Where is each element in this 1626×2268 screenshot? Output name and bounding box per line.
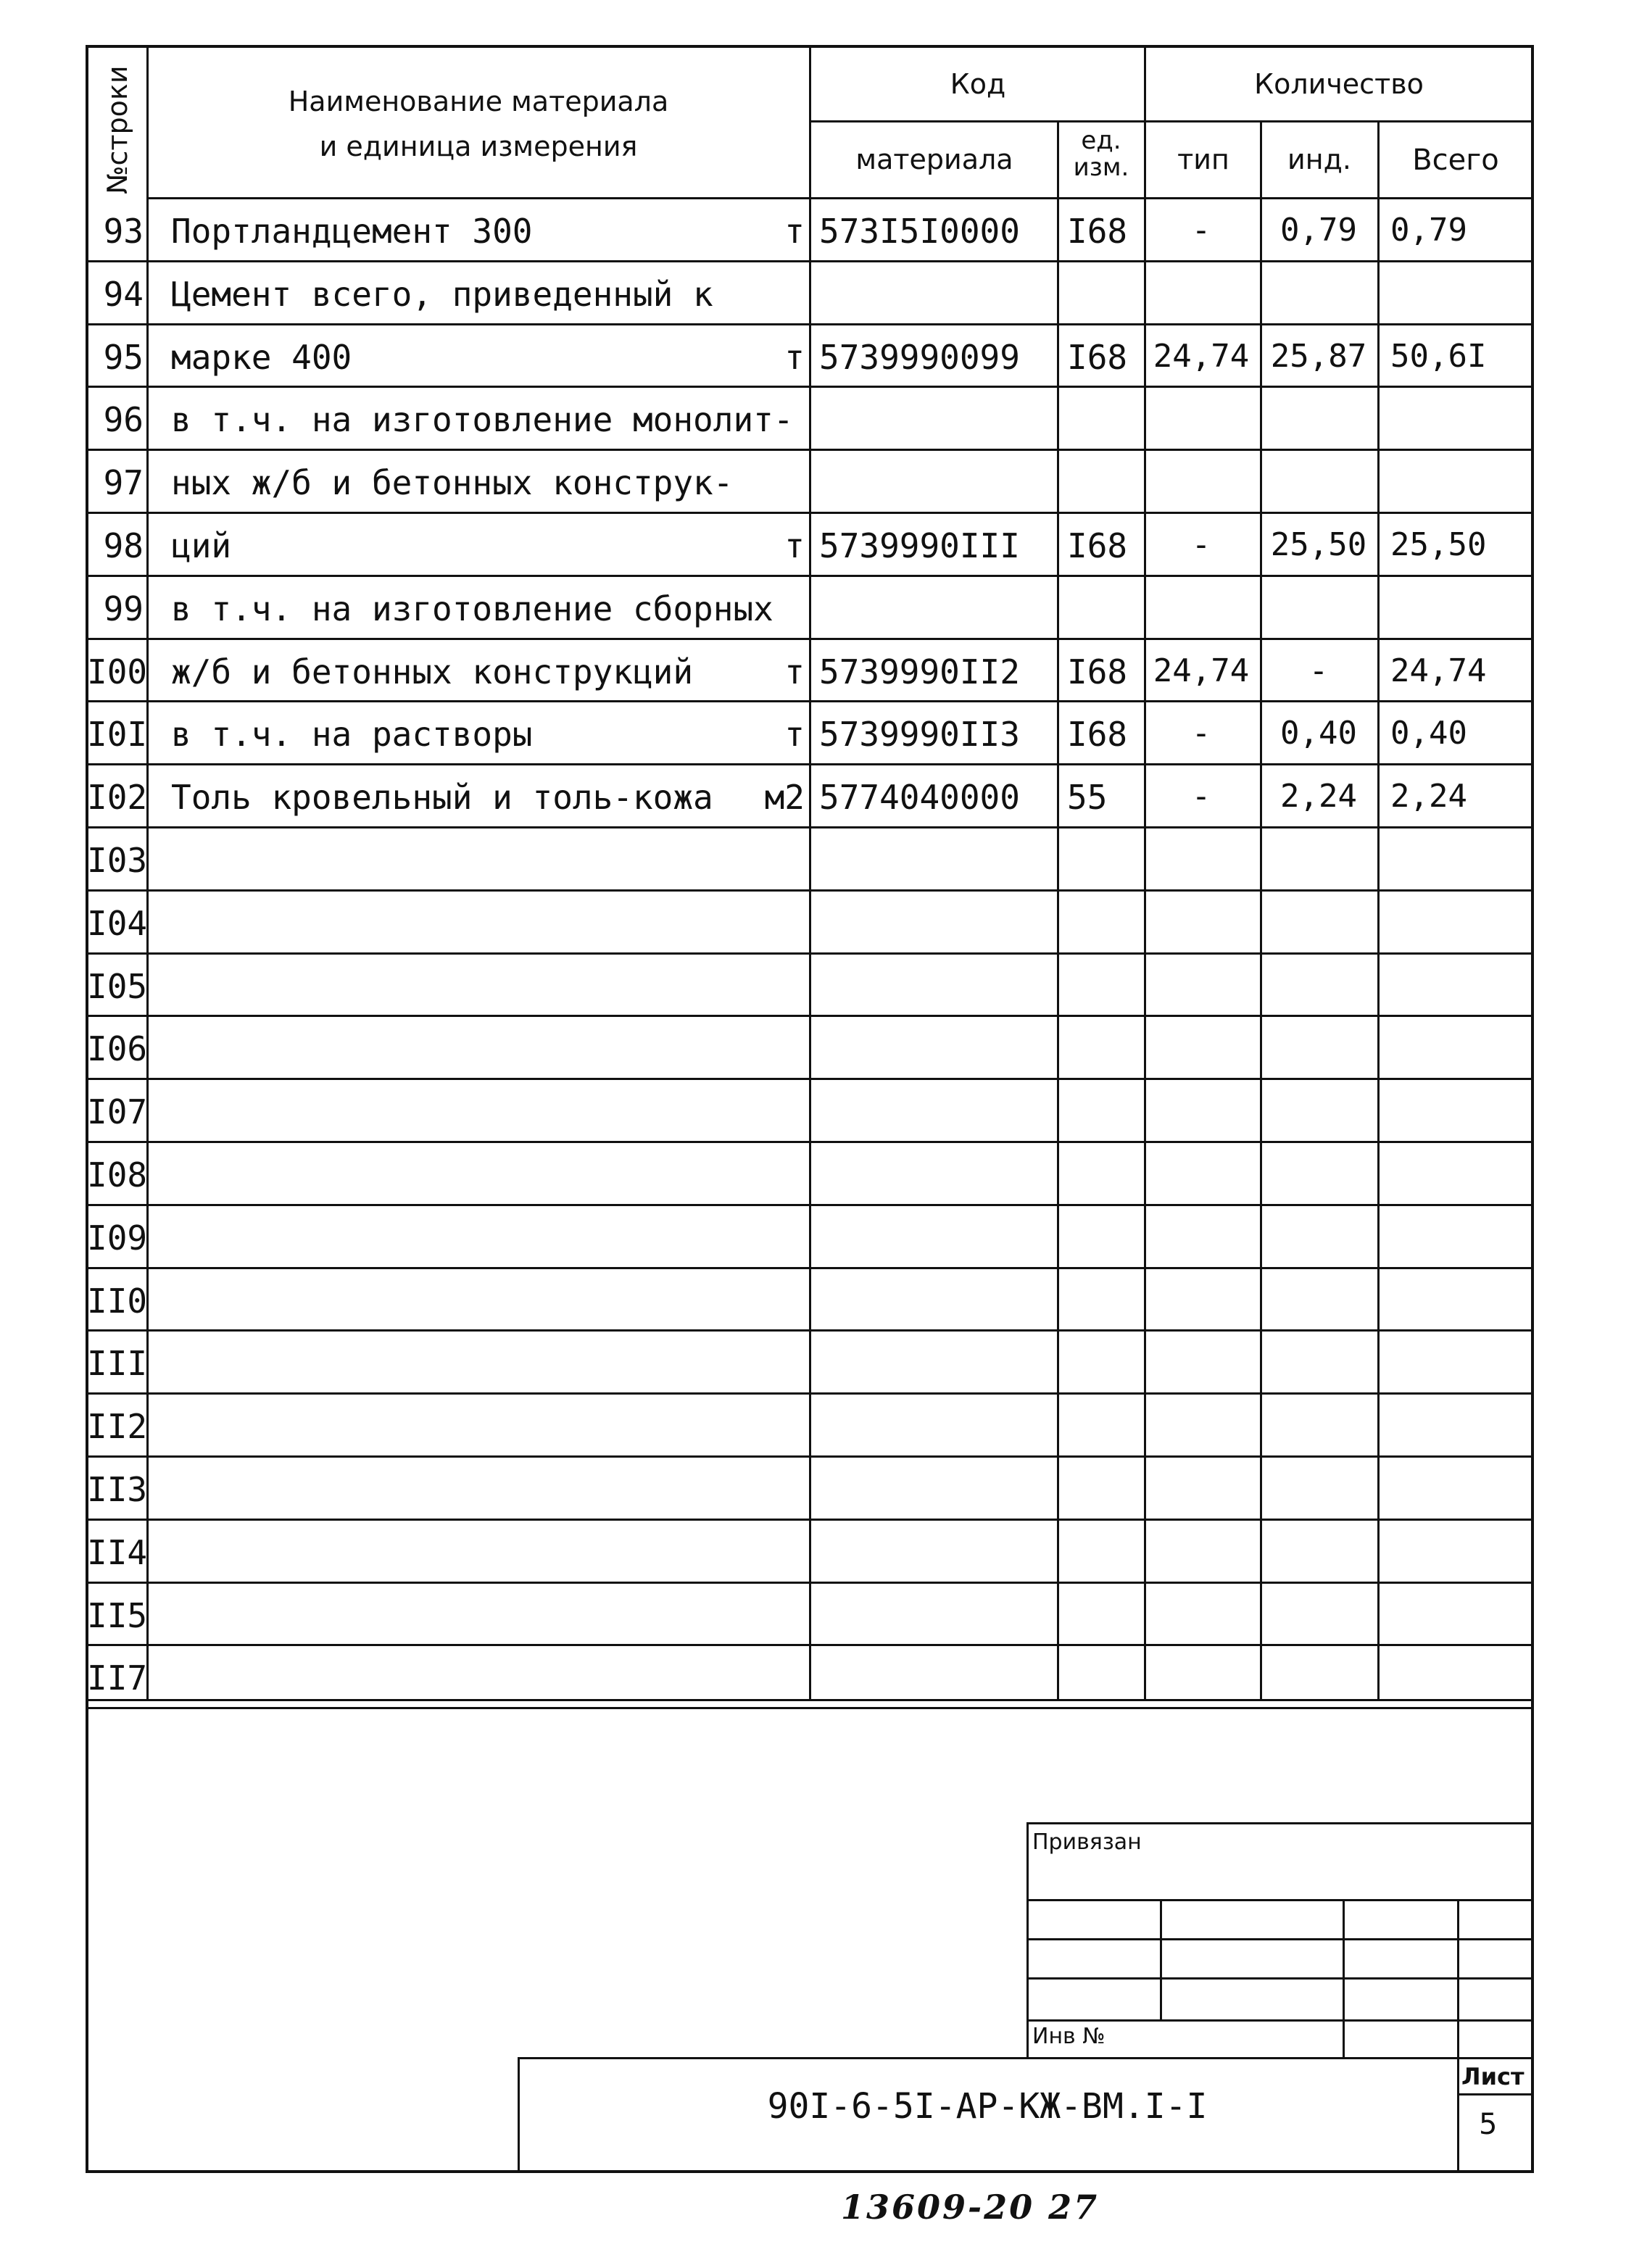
row-line	[86, 638, 1534, 640]
unit-code: I68	[1067, 212, 1128, 251]
header-name-line1: Наименование материала	[288, 86, 669, 117]
header-material: материала	[855, 144, 1013, 175]
row-number: 94	[103, 275, 144, 314]
row-number: 99	[103, 589, 144, 628]
qty-total: 24,74	[1390, 652, 1487, 689]
unit-code: 55	[1067, 778, 1108, 817]
qty-type: -	[1191, 212, 1211, 249]
stamp-inv-no: Инв №	[1032, 2024, 1106, 2049]
row-line	[86, 386, 1534, 388]
row-line	[86, 1392, 1534, 1395]
header-name-line2: и единица измерения	[319, 130, 638, 162]
col-line-code	[1057, 120, 1059, 1699]
stamp-vline	[1457, 1899, 1459, 2173]
unit-label: т	[784, 338, 805, 377]
stamp-vline	[1160, 1899, 1162, 2019]
qty-ind: 25,87	[1270, 338, 1367, 375]
handwritten-note: 13609-20 27	[841, 2188, 1100, 2227]
unit-code: I68	[1067, 652, 1128, 691]
document-code: 90I-6-5I-АР-КЖ-ВМ.I-I	[767, 2086, 1208, 2127]
stamp-privyazan: Привязан	[1032, 1829, 1142, 1855]
header-ind: инд.	[1287, 144, 1351, 175]
material-name: в т.ч. на изготовление сборных	[171, 589, 773, 628]
row-line	[86, 826, 1534, 828]
unit-label: т	[784, 715, 805, 754]
material-code: 5739990099	[819, 338, 1020, 377]
sheet-number: 5	[1479, 2108, 1498, 2141]
row-line	[86, 1455, 1534, 1458]
header-code: Код	[950, 68, 1006, 100]
row-line	[86, 512, 1534, 514]
row-number: I06	[87, 1029, 148, 1068]
row-number: I05	[87, 967, 148, 1006]
row-line	[86, 1582, 1534, 1584]
row-number: I09	[87, 1218, 148, 1258]
col-line-ind	[1377, 120, 1380, 1699]
unit-code: I68	[1067, 715, 1128, 754]
title-block-top	[518, 2057, 1534, 2059]
qty-type: -	[1191, 778, 1211, 815]
unit-label: т	[784, 652, 805, 691]
material-name: Портландцемент 300	[171, 212, 533, 251]
header-divider	[810, 120, 1532, 122]
row-number: 93	[103, 212, 144, 251]
stamp-left-line	[1026, 1822, 1029, 2059]
row-line	[86, 1204, 1534, 1206]
qty-ind: 0,79	[1280, 212, 1357, 249]
qty-total: 25,50	[1390, 526, 1487, 563]
stamp-vline	[1343, 1899, 1345, 2059]
row-number: I0I	[87, 715, 148, 754]
unit-label: т	[784, 212, 805, 251]
header-rownum: №строки	[101, 65, 133, 194]
qty-type: 24,74	[1153, 338, 1250, 375]
row-number: 96	[103, 400, 144, 439]
row-number: 95	[103, 338, 144, 377]
qty-ind: 0,40	[1280, 715, 1357, 752]
qty-type: -	[1191, 715, 1211, 752]
row-line	[86, 260, 1534, 262]
qty-total: 2,24	[1390, 778, 1467, 815]
qty-total: 50,6I	[1390, 338, 1487, 375]
unit-code: I68	[1067, 526, 1128, 565]
row-line	[86, 1267, 1534, 1269]
row-line	[86, 575, 1534, 577]
row-line	[86, 323, 1534, 325]
unit-code: I68	[1067, 338, 1128, 377]
qty-ind: -	[1308, 652, 1329, 689]
qty-type: 24,74	[1153, 652, 1250, 689]
row-number: 97	[103, 463, 144, 502]
row-line	[86, 1707, 1534, 1709]
col-line-name	[809, 45, 811, 1699]
row-line	[86, 1519, 1534, 1521]
material-name: ж/б и бетонных конструкций	[171, 652, 694, 691]
header-total: Всего	[1412, 144, 1499, 177]
row-number: II5	[87, 1596, 148, 1635]
material-name: марке 400	[171, 338, 352, 377]
row-number: II2	[87, 1407, 148, 1446]
row-number: II7	[87, 1658, 148, 1698]
row-line	[86, 1141, 1534, 1143]
row-number: I02	[87, 778, 148, 817]
material-name: Толь кровельный и толь-кожа	[171, 778, 713, 817]
material-code: 5739990II3	[819, 715, 1020, 754]
table-bottom-line	[86, 1699, 1534, 1701]
header-bottom-line	[148, 197, 1532, 199]
qty-total: 0,40	[1390, 715, 1467, 752]
row-line	[86, 952, 1534, 955]
row-number: 98	[103, 526, 144, 565]
row-line	[86, 1329, 1534, 1332]
material-name: ций	[171, 526, 232, 565]
row-number: I08	[87, 1155, 148, 1195]
qty-ind: 25,50	[1270, 526, 1367, 563]
material-name: в т.ч. на растворы	[171, 715, 533, 754]
material-code: 5739990II2	[819, 652, 1020, 691]
row-number: I03	[87, 841, 148, 880]
header-type: тип	[1177, 144, 1229, 175]
row-line	[86, 700, 1534, 702]
row-line	[86, 1015, 1534, 1017]
material-name: Цемент всего, приведенный к	[171, 275, 713, 314]
material-code: 5739990III	[819, 526, 1020, 565]
row-number: II4	[87, 1533, 148, 1572]
stamp-top-line	[1026, 1822, 1534, 1824]
row-number: I00	[87, 652, 148, 691]
row-number: I04	[87, 904, 148, 943]
row-line	[86, 889, 1534, 892]
sheet-label: Лист	[1461, 2063, 1525, 2090]
row-number: II3	[87, 1470, 148, 1509]
header-unit: ед. изм.	[1073, 126, 1129, 183]
material-name: ных ж/б и бетонных конструк-	[171, 463, 734, 502]
row-line	[86, 1078, 1534, 1080]
row-number: I07	[87, 1092, 148, 1131]
material-code: 573I5I0000	[819, 212, 1020, 251]
row-line	[86, 1644, 1534, 1646]
row-number: II0	[87, 1282, 148, 1321]
material-code: 5774040000	[819, 778, 1020, 817]
unit-label: т	[784, 526, 805, 565]
sheet-divider	[1457, 2093, 1534, 2095]
row-number: III	[87, 1344, 148, 1383]
unit-label: м2	[764, 778, 805, 817]
qty-total: 0,79	[1390, 212, 1467, 249]
col-line-unit	[1144, 45, 1146, 1699]
material-name: в т.ч. на изготовление монолит-	[171, 400, 794, 439]
row-line	[86, 763, 1534, 765]
col-line-type	[1260, 120, 1262, 1699]
qty-ind: 2,24	[1280, 778, 1357, 815]
row-line	[86, 449, 1534, 451]
qty-type: -	[1191, 526, 1211, 563]
header-quantity: Количество	[1254, 68, 1424, 100]
